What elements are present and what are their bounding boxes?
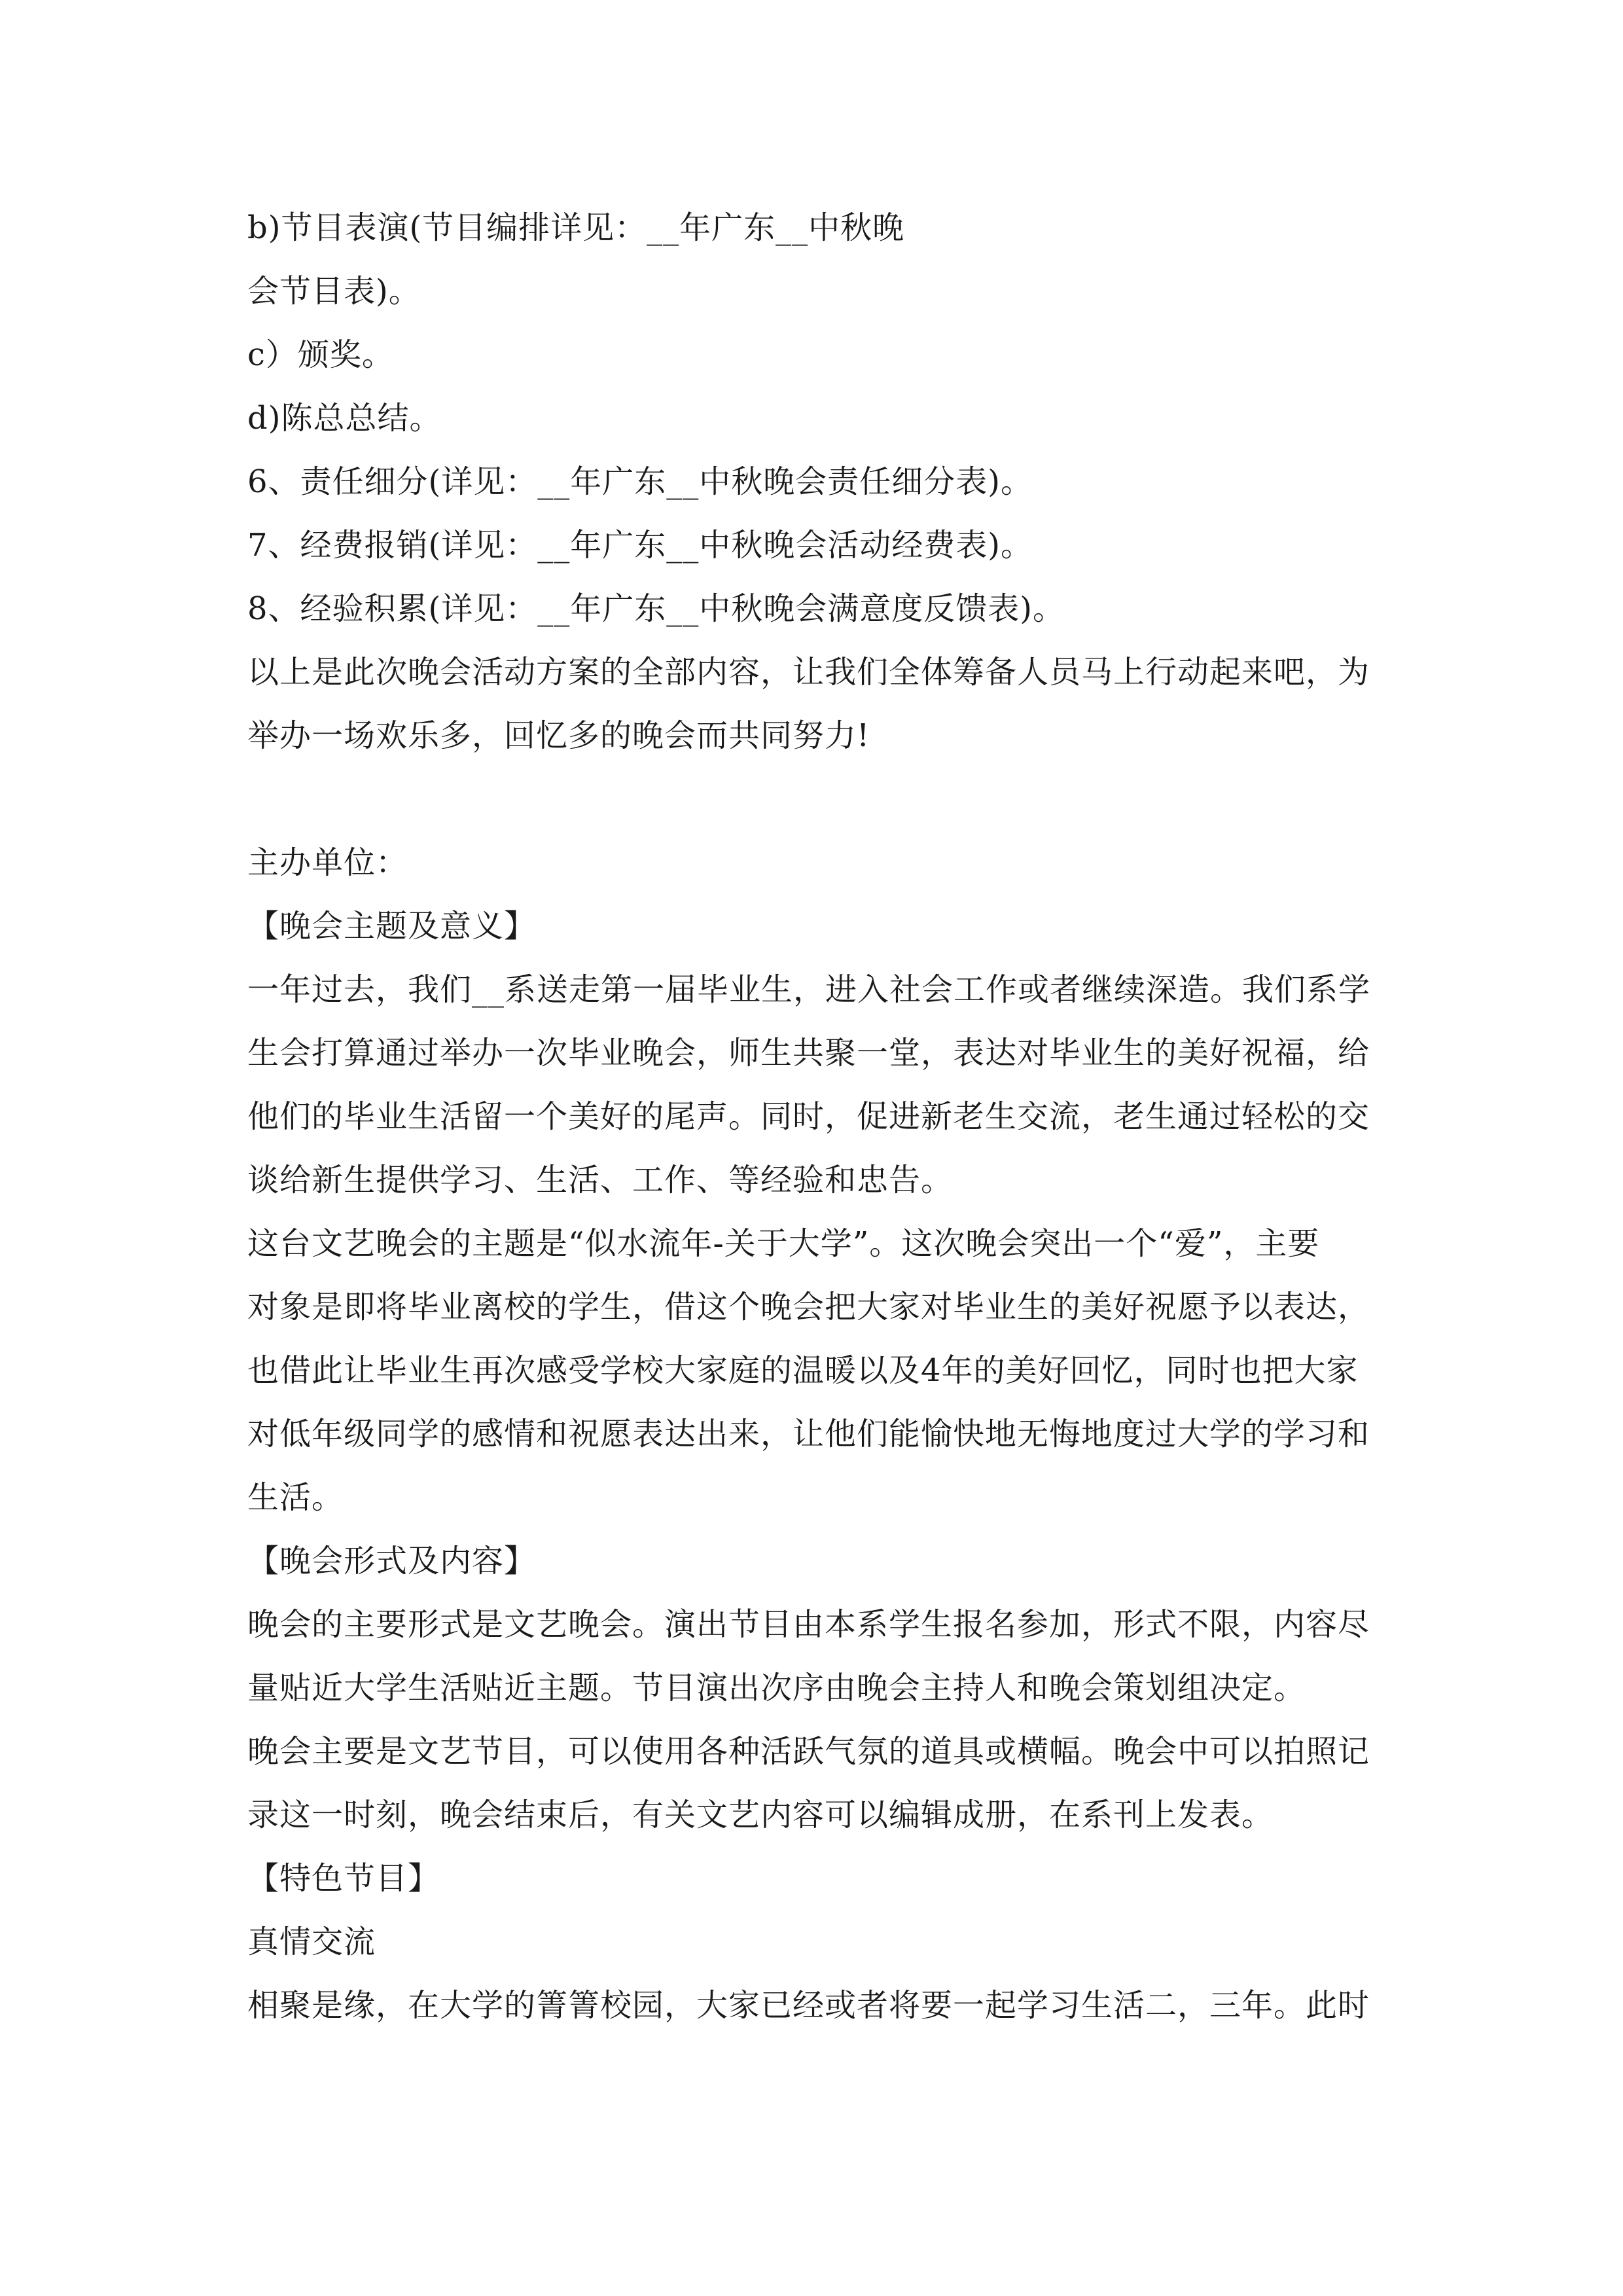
text-line: 以上是此次晚会活动方案的全部内容，让我们全体筹备人员马上行动起来吧，为 [247,654,1370,691]
text-line: b)节目表演(节目编排详见：__年广东__中秋晚 [247,209,905,246]
text-line: 这台文艺晚会的主题是“似水流年-关于大学”。这次晚会突出一个“爱”，主要 [247,1225,1320,1262]
section-heading: 【特色节目】 [247,1860,440,1897]
text-line: 晚会的主要形式是文艺晚会。演出节目由本系学生报名参加，形式不限，内容尽 [247,1606,1370,1643]
text-line: 对象是即将毕业离校的学生，借这个晚会把大家对毕业生的美好祝愿予以表达， [247,1289,1370,1325]
program-list-section [247,196,1399,768]
text-line: 相聚是缘，在大学的箐箐校园，大家已经或者将要一起学习生活二，三年。此时 [247,1987,1370,2024]
text-line: 7、经费报销(详见：__年广东__中秋晚会活动经费表)。 [247,527,1033,564]
text-line: d)陈总总结。 [247,400,442,437]
text-line: 对低年级同学的感情和祝愿表达出来，让他们能愉快地无悔地度过大学的学习和 [247,1416,1370,1452]
text-line: 举办一场欢乐多，回忆多的晚会而共同努力! [247,717,870,754]
text-line: 一年过去，我们__系送走第一届毕业生，进入社会工作或者继续深造。我们系学 [247,971,1371,1008]
text-line: 谈给新生提供学习、生活、工作、等经验和忠告。 [247,1162,954,1198]
text-line: 也借此让毕业生再次感受学校大家庭的温暖以及4年的美好回忆，同时也把大家 [247,1352,1359,1389]
text-line: 8、经验积累(详见：__年广东__中秋晚会满意度反馈表)。 [247,590,1065,627]
party-plan-section [247,831,1399,2037]
paragraph-gap [247,768,1399,831]
subsection-title: 真情交流 [247,1924,376,1960]
text-line: 录这一时刻，晚会结束后，有关文艺内容可以编辑成册，在系刊上发表。 [247,1797,1274,1833]
organizer-label: 主办单位： [247,844,408,881]
text-line: 6、责任细分(详见：__年广东__中秋晚会责任细分表)。 [247,463,1033,500]
text-line: 会节目表)。 [247,273,421,310]
section-heading: 【晚会形式及内容】 [247,1543,537,1579]
text-line: 生活。 [247,1479,344,1516]
text-line: 生会打算通过举办一次毕业晚会，师生共聚一堂，表达对毕业生的美好祝福，给 [247,1035,1370,1071]
document-body [247,196,1399,2037]
text-line: 晚会主要是文艺节目，可以使用各种活跃气氛的道具或横幅。晚会中可以拍照记 [247,1733,1370,1770]
text-line: 量贴近大学生活贴近主题。节目演出次序由晚会主持人和晚会策划组决定。 [247,1670,1306,1706]
text-line: 他们的毕业生活留一个美好的尾声。同时，促进新老生交流，老生通过轻松的交 [247,1098,1370,1135]
section-heading: 【晚会主题及意义】 [247,908,537,944]
text-line: c）颁奖。 [247,336,394,373]
